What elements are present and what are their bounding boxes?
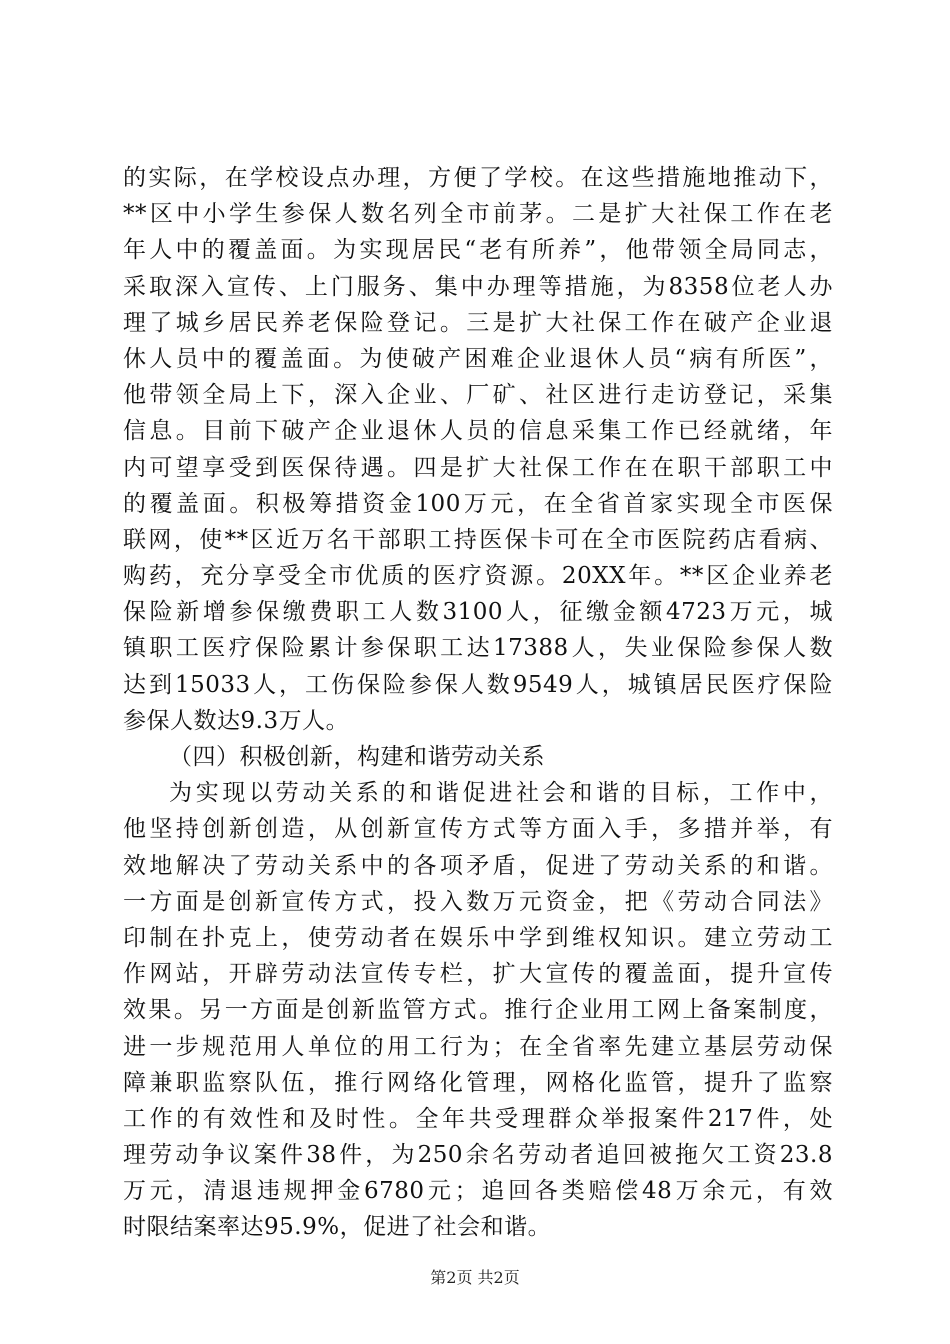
text-line: **区中小学生参保人数名列全市前茅。二是扩大社保工作在老 bbox=[123, 201, 833, 228]
text-line: 印制在扑克上，使劳动者在娱乐中学到维权知识。建立劳动工 bbox=[123, 924, 833, 951]
text-line: 的覆盖面。积极筹措资金100万元，在全省首家实现全市医保 bbox=[123, 490, 833, 517]
section-heading: （四）积极创新，构建和谐劳动关系 bbox=[169, 744, 545, 770]
text-line: 联网，使**区近万名干部职工持医保卡可在全市医院药店看病、 bbox=[123, 526, 833, 553]
paragraph-first-line: 为实现以劳动关系的和谐促进社会和谐的目标，工作中， bbox=[169, 780, 833, 807]
text-line: 信息。目前下破产企业退休人员的信息采集工作已经就绪，年 bbox=[123, 418, 833, 445]
text-line: 万元，清退违规押金6780元；追回各类赔偿48万余元，有效 bbox=[123, 1178, 833, 1205]
text-line: 工作的有效性和及时性。全年共受理群众举报案件217件，处 bbox=[123, 1105, 833, 1132]
text-line: 效地解决了劳动关系中的各项矛盾，促进了劳动关系的和谐。 bbox=[123, 852, 833, 879]
text-line: 一方面是创新宣传方式，投入数万元资金，把《劳动合同法》 bbox=[123, 888, 833, 915]
text-line: 作网站，开辟劳动法宣传专栏，扩大宣传的覆盖面，提升宣传 bbox=[123, 961, 833, 988]
text-line: 年人中的覆盖面。为实现居民“老有所养”，他带领全局同志， bbox=[123, 237, 833, 264]
text-line: 的实际，在学校设点办理，方便了学校。在这些措施地推动下， bbox=[123, 165, 833, 191]
text-line: 采取深入宣传、上门服务、集中办理等措施，为8358位老人办 bbox=[123, 273, 833, 300]
text-line: 参保人数达9.3万人。 bbox=[123, 707, 350, 734]
text-line: 购药，充分享受全市优质的医疗资源。20XX年。**区企业养老 bbox=[123, 563, 833, 590]
text-line: 理劳动争议案件38件，为250余名劳动者追回被拖欠工资23.8 bbox=[123, 1142, 833, 1169]
page-number-footer: 第2页 共2页 bbox=[430, 1268, 520, 1287]
text-line: 达到15033人，工伤保险参保人数9549人，城镇居民医疗保险 bbox=[123, 671, 833, 698]
text-line: 休人员中的覆盖面。为使破产困难企业退休人员“病有所医”， bbox=[123, 345, 833, 372]
text-line: 内可望享受到医保待遇。四是扩大社保工作在在职干部职工中 bbox=[123, 454, 833, 481]
text-line: 保险新增参保缴费职工人数3100人，征缴金额4723万元，城 bbox=[123, 599, 833, 626]
text-line: 效果。另一方面是创新监管方式。推行企业用工网上备案制度， bbox=[123, 997, 833, 1024]
text-line: 时限结案率达95.9%，促进了社会和谐。 bbox=[123, 1214, 552, 1241]
text-line: 镇职工医疗保险累计参保职工达17388人，失业保险参保人数 bbox=[123, 635, 833, 662]
text-line: 他坚持创新创造，从创新宣传方式等方面入手，多措并举，有 bbox=[123, 816, 833, 843]
text-line: 理了城乡居民养老保险登记。三是扩大社保工作在破产企业退 bbox=[123, 309, 833, 336]
body-text bbox=[123, 160, 833, 1246]
text-line: 障兼职监察队伍，推行网络化管理，网格化监管，提升了监察 bbox=[123, 1069, 833, 1096]
text-line: 他带领全局上下，深入企业、厂矿、社区进行走访登记，采集 bbox=[123, 382, 833, 409]
text-line: 进一步规范用人单位的用工行为；在全省率先建立基层劳动保 bbox=[123, 1033, 833, 1060]
